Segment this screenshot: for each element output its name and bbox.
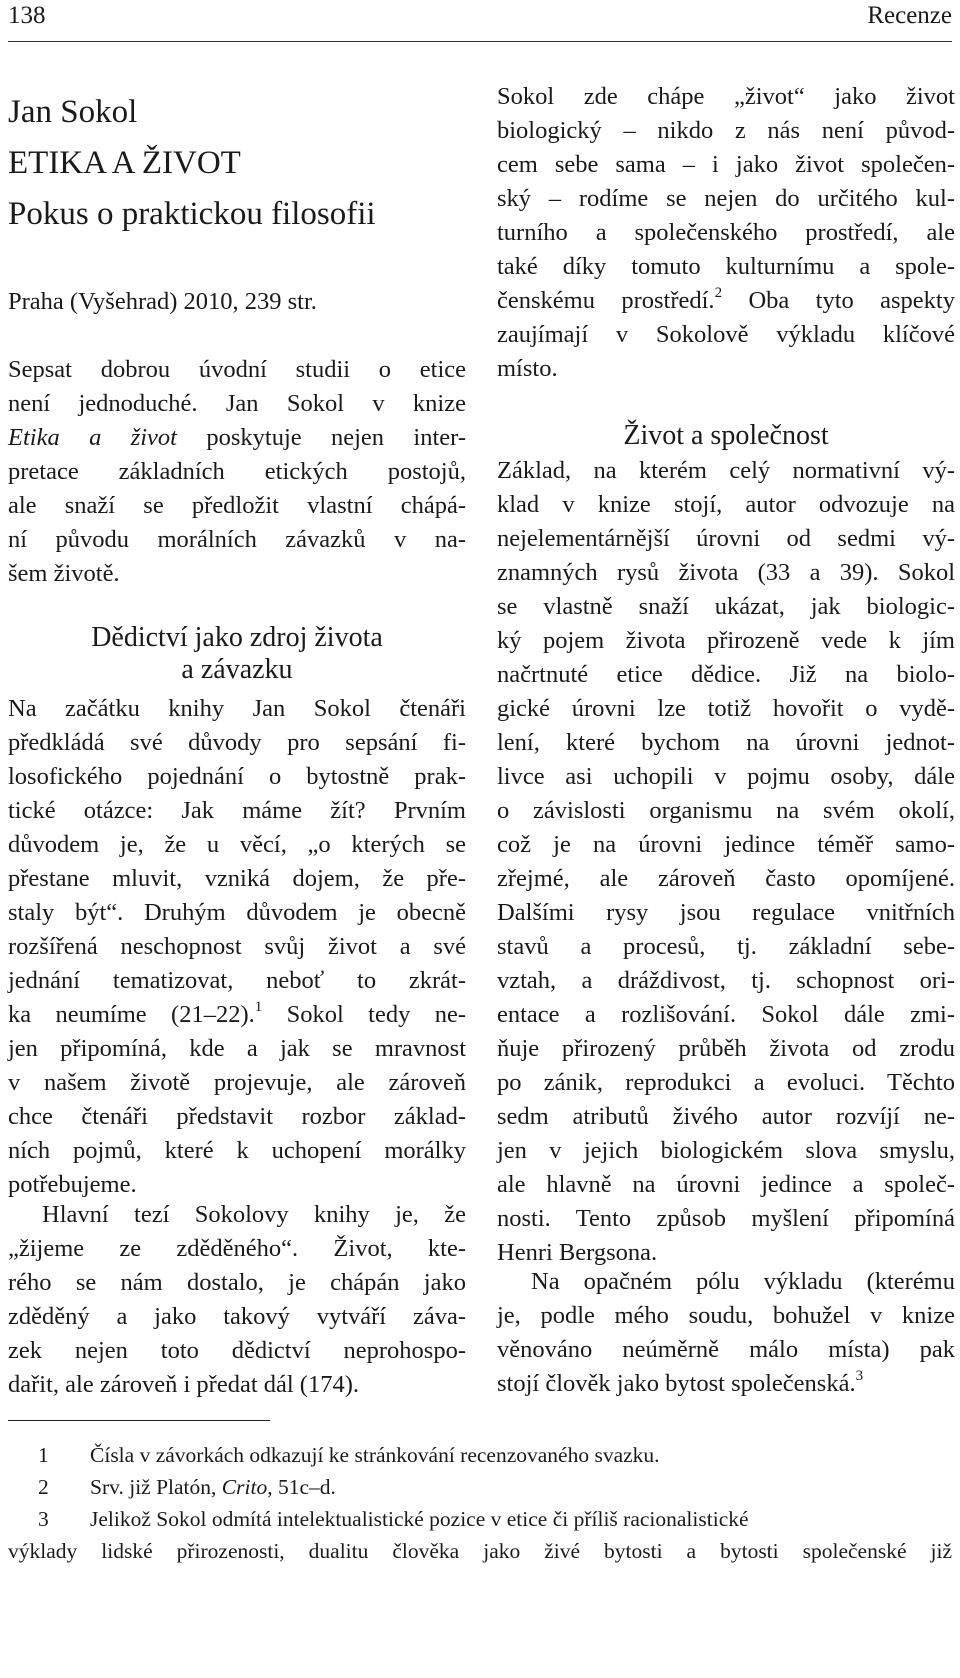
text-line: ale snaží se předložit vlastní chápá- <box>8 492 466 519</box>
text-line: Sokol zde chápe „život“ jako život <box>497 83 955 110</box>
footnote-ref: 1 <box>254 999 263 1015</box>
text-line: Na začátku knihy Jan Sokol čtenáři <box>8 695 466 722</box>
text-line: lení, které bychom na úrovni jednot- <box>497 729 955 756</box>
text-line: gické úrovni lze totiž hovořit o vydě- <box>497 695 955 722</box>
section-title: Recenze <box>867 2 952 29</box>
text-line <box>497 284 955 318</box>
text-line: také díky tomuto kulturnímu a spole- <box>497 253 955 280</box>
footnote-3-continuation: výklady lidské přirozenosti, dualitu člověka jako živé bytosti a bytosti společenské již <box>8 1539 952 1563</box>
text-line: šem životě. <box>8 560 120 587</box>
text-line: biologický – nikdo z nás není původ- <box>497 117 955 144</box>
footnote-ref: 3 <box>855 1368 864 1384</box>
text-line: v našem životě projevuje, ale zároveň <box>8 1069 466 1096</box>
text-line: po zánik, reprodukci a evoluci. Těchto <box>497 1069 955 1096</box>
text-line: stavů a procesů, tj. základní sebe- <box>497 933 955 960</box>
text-line: „žijeme ze zděděného“. Život, kte- <box>8 1235 466 1262</box>
text-line: vztah, a dráždivost, tj. schopnost ori- <box>497 967 955 994</box>
book-subtitle: Pokus o praktickou filosofii <box>8 196 376 232</box>
section-heading-society: Život a společnost <box>623 420 829 451</box>
text-line: losofického pojednání o bytostně prak- <box>8 763 466 790</box>
footnote-number: 3 <box>38 1507 49 1531</box>
text-line: ní původu morálních závazků v na- <box>8 526 466 553</box>
text-line: načrtnuté etice dědice. Již na biolo- <box>497 661 955 688</box>
page-number: 138 <box>8 2 46 29</box>
header-rule <box>8 41 952 42</box>
text-line: chce čtenáři představit rozbor základ- <box>8 1103 466 1130</box>
footnote-text-part: Srv. již Platón, <box>90 1475 222 1499</box>
text-line: nosti. Tento způsob myšlení připomíná <box>497 1205 955 1232</box>
text-line: Základ, na kterém celý normativní vý- <box>497 457 955 484</box>
footnote-text <box>90 1472 336 1502</box>
text-run: čenskému prostředí. <box>497 287 715 314</box>
text-line: Na opačném pólu výkladu (kterému <box>531 1268 955 1295</box>
text-line: entace a rozlišování. Sokol dále zmi- <box>497 1001 955 1028</box>
text-line: cem sebe sama – i jako život společen- <box>497 151 955 178</box>
text-line: staly být“. Druhým důvodem je obecně <box>8 899 466 926</box>
text-line: což je na úrovni jedince téměř samo- <box>497 831 955 858</box>
text-line: rého se nám dostalo, je chápán jako <box>8 1269 466 1296</box>
text-line: potřebujeme. <box>8 1171 137 1198</box>
text-line: turního a společenského prostředí, ale <box>497 219 955 246</box>
section-heading-heritage-2: a závazku <box>181 654 293 685</box>
publication-info: Praha (Vyšehrad) 2010, 239 str. <box>8 288 317 315</box>
text-line: místo. <box>497 355 558 382</box>
text-line: důvodem je, že u věcí, „o kterých se <box>8 831 466 858</box>
footnote-italic-title: Crito <box>221 1475 268 1499</box>
text-line: předkládá své důvody pro sepsání fi- <box>8 729 466 756</box>
text-line: pretace základních etických postojů, <box>8 458 466 485</box>
text-line: zděděný a jako takový vytváří záva- <box>8 1303 466 1330</box>
text-line: o závislosti organismu na svém okolí, <box>497 797 955 824</box>
text-line: ský – rodíme se nejen do určitého kul- <box>497 185 955 212</box>
text-line: klad v knize stojí, autor odvozuje na <box>497 491 955 518</box>
footnote-number: 1 <box>38 1443 49 1467</box>
text-line: Sepsat dobrou úvodní studii o etice <box>8 356 466 383</box>
footnote-text: Čísla v závorkách odkazují ke stránkování recenzovaného svazku. <box>90 1443 660 1467</box>
text-line: zaujímají v Sokolově výkladu klíčové <box>497 321 955 348</box>
text-line: jen v jejich biologickém slova smyslu, <box>497 1137 955 1164</box>
text-line <box>8 421 466 455</box>
text-line <box>497 1367 955 1401</box>
book-title: ETIKA A ŽIVOT <box>8 145 241 181</box>
text-line: livce asi uchopili v pojmu osoby, dále <box>497 763 955 790</box>
text-line: se vlastně snaží ukázat, jak biologic- <box>497 593 955 620</box>
footnote-rule <box>8 1420 270 1421</box>
text-line: ký pojem života přirozeně vede k jím <box>497 627 955 654</box>
footnote-text-part: , 51c–d. <box>267 1475 336 1499</box>
text-line: ních pojmů, které k uchopení morálky <box>8 1137 466 1164</box>
section-heading-heritage-1: Dědictví jako zdroj života <box>91 622 383 653</box>
text-line: přestane mluvit, vzniká dojem, že pře- <box>8 865 466 892</box>
footnote-ref: 2 <box>714 285 723 301</box>
text-run: Sokol tedy ne- <box>262 1001 466 1028</box>
text-line: znamných rysů života (33 a 39). Sokol <box>497 559 955 586</box>
footnote-text: Jelikož Sokol odmítá intelektualistické pozice v etice či příliš racionalistické <box>90 1507 749 1531</box>
text-run: poskytuje nejen inter- <box>176 424 466 451</box>
text-line: Dalšími rysy jsou regulace vnitřních <box>497 899 955 926</box>
text-line: věnováno neúměrně málo místa) pak <box>497 1336 955 1363</box>
text-line <box>8 998 466 1032</box>
text-line: je, podle mého soudu, bohužel v knize <box>497 1302 955 1329</box>
text-line: rozšířená neschopnost svůj život a své <box>8 933 466 960</box>
text-line: ale hlavně na úrovni jedince a společ- <box>497 1171 955 1198</box>
text-run: stojí člověk jako bytost společenská. <box>497 1370 856 1397</box>
text-run: Oba tyto aspekty <box>722 287 955 314</box>
text-line: tické otázce: Jak máme žít? Prvním <box>8 797 466 824</box>
text-line: Hlavní tezí Sokolovy knihy je, že <box>42 1201 466 1228</box>
footnote-number: 2 <box>38 1475 49 1499</box>
text-line: není jednoduché. Jan Sokol v knize <box>8 390 466 417</box>
text-line: ňuje přirozený průběh života od zrodu <box>497 1035 955 1062</box>
text-line: nejelementárnější úrovni od sedmi vý- <box>497 525 955 552</box>
text-line: zek nejen toto dědictví neprohospo- <box>8 1337 466 1364</box>
book-title-italic: Etika a život <box>8 424 177 451</box>
text-run: ka neumíme (21–22). <box>8 1001 255 1028</box>
text-line: sedm atributů živého autor rozvíjí ne- <box>497 1103 955 1130</box>
text-line: jen připomíná, kde a jak se mravnost <box>8 1035 466 1062</box>
text-line: Henri Bergsona. <box>497 1239 658 1266</box>
text-line: dařit, ale zároveň i předat dál (174). <box>8 1371 360 1398</box>
running-head <box>8 0 952 36</box>
book-author: Jan Sokol <box>8 94 138 130</box>
text-line: jednání tematizovat, neboť to zkrát- <box>8 967 466 994</box>
text-line: zřejmé, ale zároveň často opomíjené. <box>497 865 955 892</box>
